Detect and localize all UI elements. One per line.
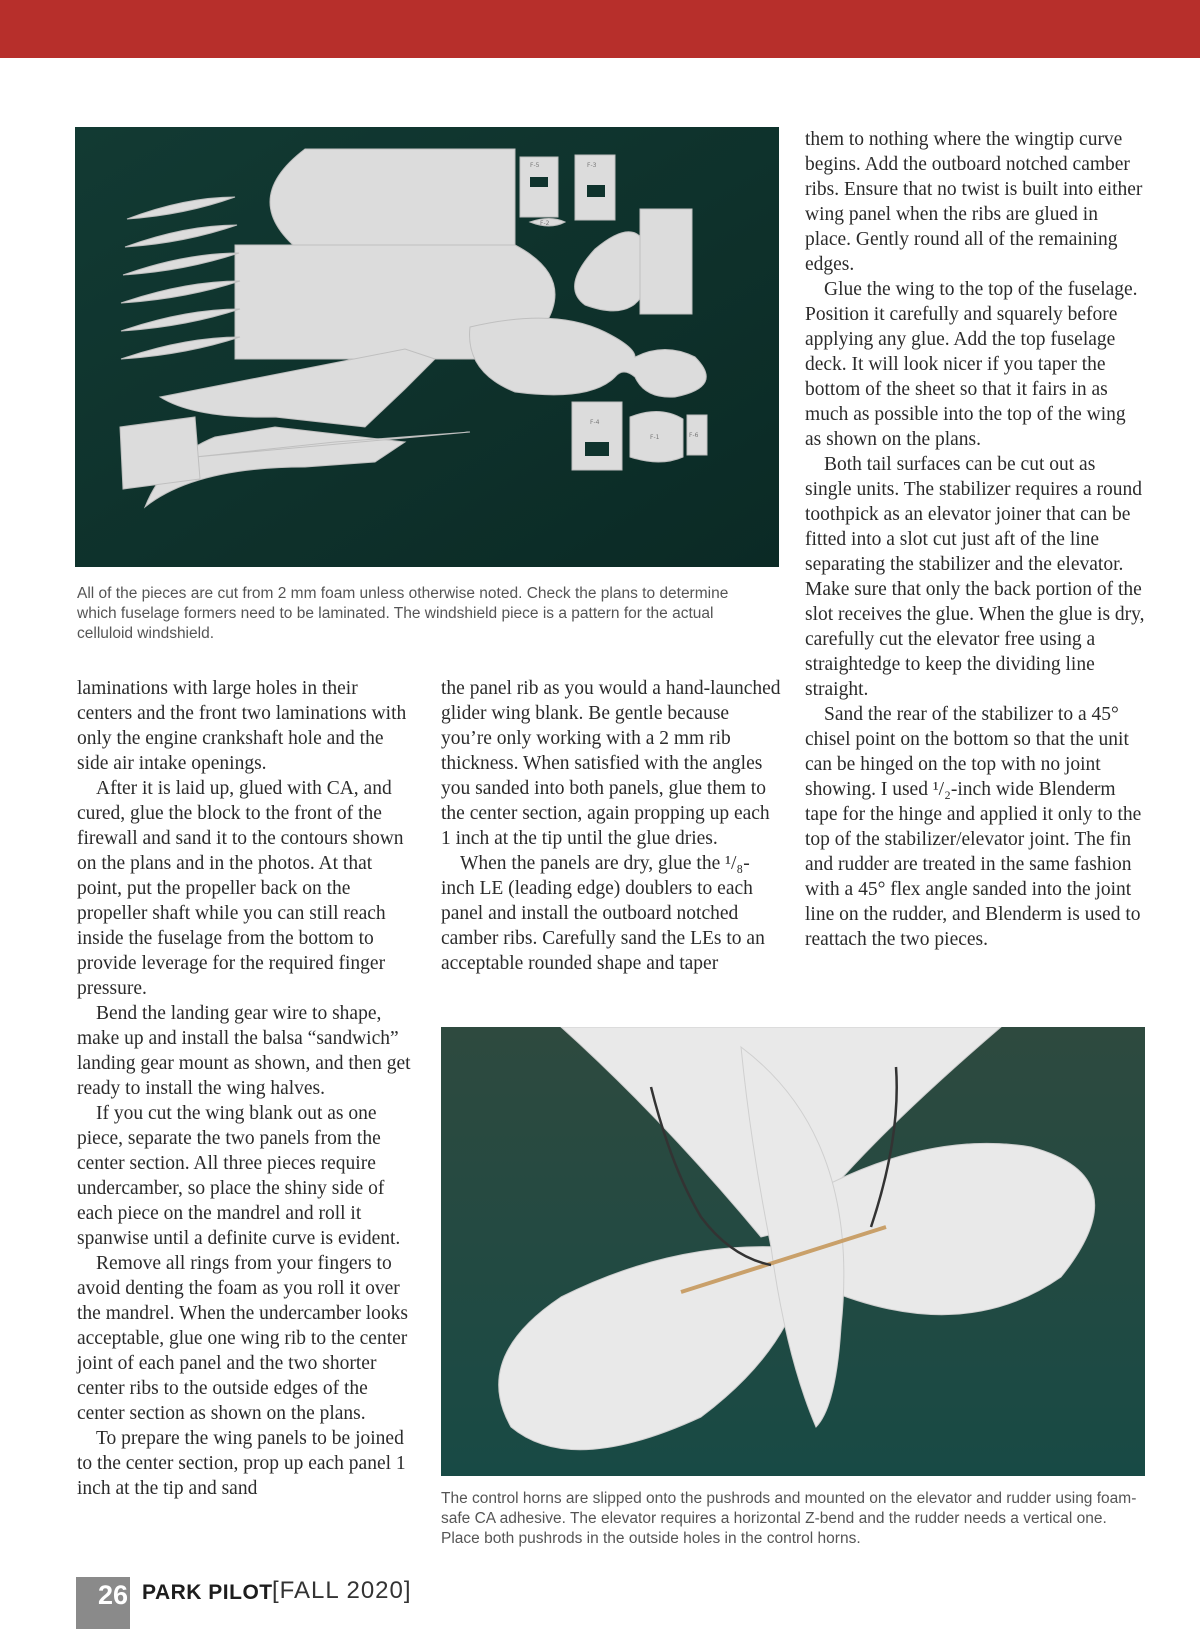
tail-caption: The control horns are slipped onto the pushrods and mounted on the elevator and rudder using foam-safe CA adhesive. The elevator requires a horizontal Z-bend and the rudder needs a vertical one. Place both pushrods in the outside holes in the control horns. xyxy=(441,1490,1137,1547)
paragraph: them to nothing where the wingtip curve begins. Add the outboard notched camber ribs. Ensure that no twist is built into either wing panel when the ribs are glued in place. Gently round all of the remaining edges. xyxy=(805,129,1143,275)
paragraph: If you cut the wing blank out as one piece, separate the two panels from the center section. All three pieces require undercamber, so place the shiny side of each piece on the mandrel and roll it spanwise until a definite curve is evident. xyxy=(77,1103,401,1249)
paragraph: After it is laid up, glued with CA, and cured, glue the block to the front of the firewall and sand it to the contours shown on the plans and in the photos. At that point, put the propeller back on the propeller shaft while you can still reach inside the fuselage from the bottom to provide leverage for the required finger pressure. xyxy=(77,778,404,999)
paragraph: Bend the landing gear wire to shape, make up and install the balsa “sandwich” landing gear mount as shown, and then get ready to install the wing halves. xyxy=(77,1003,411,1099)
text-column-2 xyxy=(441,676,781,976)
header-bar xyxy=(0,0,1200,58)
page-number: 26 xyxy=(76,1577,130,1629)
former-label-f1: F-1 xyxy=(650,434,660,441)
issue-label: [FALL 2020] xyxy=(272,1577,412,1604)
foam-pieces-caption: All of the pieces are cut from 2 mm foam unless otherwise noted. Check the plans to determine which fuselage formers need to be laminated. The windshield piece is a pattern for the actual celluloid windshield. xyxy=(77,585,729,642)
paragraph: To prepare the wing panels to be joined to the center section, prop up each panel 1 inch at the tip and sand xyxy=(77,1428,406,1499)
paragraph: Remove all rings from your fingers to avoid denting the foam as you roll it over the mandrel. When the undercamber looks acceptable, glue one wing rib to the center joint of each panel and the two shorter center ribs to the outside edges of the center section as shown on the plans. xyxy=(77,1253,409,1424)
former-label-f6: F-6 xyxy=(689,432,699,439)
paragraph: When the panels are dry, glue the ¹/₈-inch LE (leading edge) doublers to each panel and install the outboard notched camber ribs. Carefully sand the LEs to an acceptable rounded shape and taper xyxy=(441,853,765,974)
magazine-name: PARK PILOT xyxy=(142,1581,273,1604)
tail-photo xyxy=(441,1027,1145,1476)
text-column-1 xyxy=(77,676,417,1501)
former-label-f5: F-5 xyxy=(530,162,540,169)
paragraph: Both tail surfaces can be cut out as single units. The stabilizer requires a round toothpick as an elevator joiner that can be fitted into a slot cut just aft of the line separating the stabilizer and the elevator. Make sure that only the back portion of the slot receives the glue. When the glue is dry, carefully cut the elevator free using a straightedge to keep the dividing line straight. xyxy=(805,454,1145,700)
former-label-f2: F-2 xyxy=(540,220,550,227)
paragraph: the panel rib as you would a hand-launched glider wing blank. Be gentle because you’re only working with a 2 mm rib thickness. When satisfied with the angles you sanded into both panels, glue them to the center section, again propping up each 1 inch at the tip until the glue dries. xyxy=(441,678,781,849)
former-label-f4: F-4 xyxy=(590,419,600,426)
paragraph: Sand the rear of the stabilizer to a 45° chisel point on the bottom so that the unit can be hinged on the top with no joint showing. I used ¹/₂-inch wide Blenderm tape for the hinge and applied it only to the top of the stabilizer/elevator joint. The fin and rudder are treated in the same fashion with a 45° flex angle sanded into the joint line on the rudder, and Blenderm is used to reattach the two pieces. xyxy=(805,704,1142,950)
page-footer xyxy=(76,1577,576,1629)
text-column-3 xyxy=(805,127,1145,952)
foam-pieces-photo xyxy=(75,127,779,567)
paragraph: laminations with large holes in their centers and the front two laminations with only the engine crankshaft hole and the side air intake openings. xyxy=(77,678,407,774)
paragraph: Glue the wing to the top of the fuselage. Position it carefully and squarely before applying any glue. Add the top fuselage deck. It will look nicer if you taper the bottom of the sheet so that it fairs in as much as possible into the top of the wing as shown on the plans. xyxy=(805,279,1138,450)
former-label-f3: F-3 xyxy=(587,162,597,169)
